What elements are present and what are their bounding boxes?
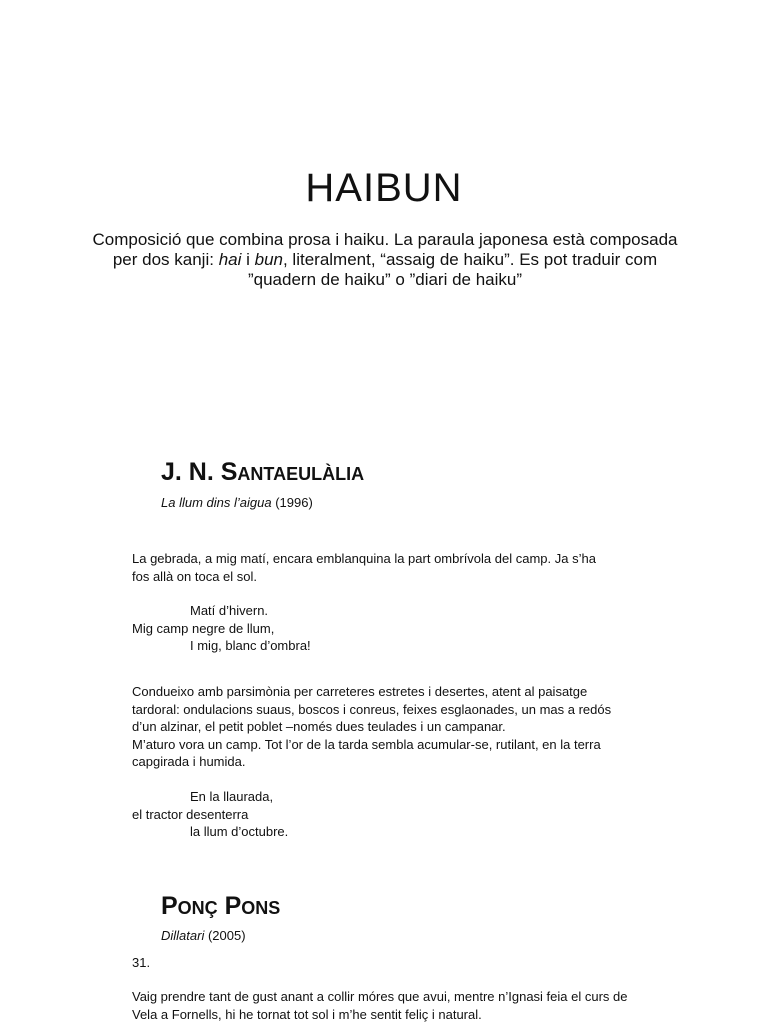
- haiku-1: [132, 602, 632, 655]
- haiku-line: I mig, blanc d’ombra!: [190, 638, 311, 653]
- book-title-2: Dillatari: [161, 928, 205, 943]
- prose-paragraph-3: [132, 988, 652, 1023]
- haiku-2: [132, 788, 632, 841]
- prose-paragraph-1: [132, 550, 632, 585]
- haiku-line: la llum d’octubre.: [190, 824, 289, 839]
- haiku-line: el tractor desenterra: [132, 806, 249, 822]
- haiku-line: Matí d’hivern.: [190, 603, 269, 618]
- subtitle-hai: hai: [218, 250, 242, 269]
- subtitle-bun: bun: [254, 250, 283, 269]
- prose-paragraph-2: [132, 683, 632, 771]
- book-reference-1: [161, 495, 313, 511]
- subtitle-text-1: Composició que combina prosa i haiku. La paraula japonesa està composada per dos kanji:: [92, 230, 678, 269]
- prose-line: capgirada i humida.: [132, 754, 246, 769]
- subtitle-text-2: i: [241, 250, 255, 269]
- subtitle: [90, 230, 680, 290]
- entry-number: 31.: [132, 955, 151, 970]
- author-heading-1: J. N. Santaeulàlia: [161, 458, 365, 486]
- prose-line: Vela a Fornells, hi he tornat tot sol i m’he sentit feliç i natural.: [132, 1006, 482, 1022]
- prose-line: Vaig prendre tant de gust anant a collir móres que avui, mentre n’Ignasi feia el curs de: [132, 989, 628, 1004]
- prose-line: d’un alzinar, el petit poblet –només dues teulades i un campanar.: [132, 719, 506, 734]
- haiku-line: Mig camp negre de llum,: [132, 620, 275, 636]
- book-year-1: (1996): [271, 495, 313, 510]
- prose-line: M’aturo vora un camp. Tot l’or de la tarda sembla acumular-se, rutilant, en la terra: [132, 736, 601, 752]
- prose-line: La gebrada, a mig matí, encara emblanquina la part ombrívola del camp. Ja s’ha: [132, 551, 596, 566]
- haiku-line: En la llaurada,: [190, 789, 274, 804]
- prose-line: tardoral: ondulacions suaus, boscos i conreus, feixes esglaonades, un mas a redós: [132, 701, 612, 717]
- subtitle-text-3: , literalment, “assaig de haiku”. Es pot traduir com ”quadern de haiku” o ”diari de haiku”: [247, 250, 658, 289]
- book-reference-2: [161, 928, 246, 944]
- page-title: HAIBUN: [305, 166, 463, 210]
- book-year-2: (2005): [204, 928, 246, 943]
- author-heading-2: Ponç Pons: [161, 892, 281, 920]
- book-title-1: La llum dins l’aigua: [161, 495, 272, 510]
- prose-line: Condueixo amb parsimònia per carreteres estretes i desertes, atent al paisatge: [132, 684, 588, 699]
- prose-line: fos allà on toca el sol.: [132, 568, 258, 584]
